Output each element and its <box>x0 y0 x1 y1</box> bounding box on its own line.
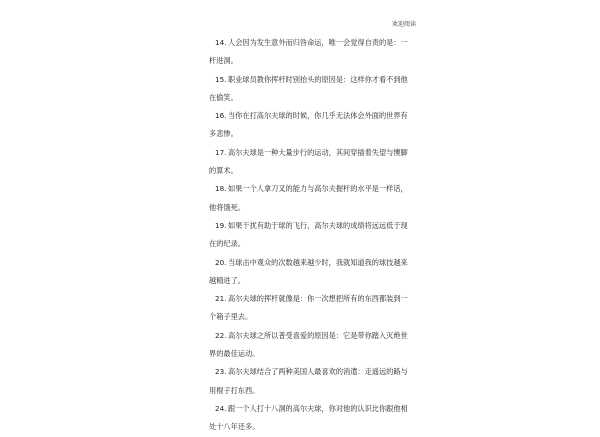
item-text-continued: 个箱子里去。 <box>209 312 253 322</box>
item-text-continued: 界的最佳运动。 <box>209 349 260 359</box>
item-text-continued: 的算术。 <box>209 166 238 176</box>
item-text: 当你在打高尔夫球的时候，你几乎无法体会外面的世界有 <box>228 111 408 121</box>
list-item <box>209 180 409 217</box>
item-text-continued: 多悲惨。 <box>209 129 238 139</box>
item-text: 跟一个人打十八洞的高尔夫球，你对他的认识比你跟他相 <box>228 403 408 413</box>
item-number: 24. <box>215 403 227 413</box>
list-item <box>209 254 409 291</box>
item-first-line <box>209 217 409 235</box>
item-number: 18. <box>215 184 227 194</box>
item-text-continued: 用棍子打东西。 <box>209 385 260 395</box>
item-first-line <box>209 144 409 162</box>
item-number: 14. <box>215 38 227 47</box>
item-text: 高尔夫球之所以普受喜爱的原因是：它是带你踏入灭绝世 <box>228 330 408 340</box>
item-first-line <box>209 254 409 272</box>
item-text: 职业球员教你挥杆时别抬头的原因是：这样你才看不到他 <box>228 74 408 84</box>
item-first-line <box>209 71 409 89</box>
item-text-continued: 在偷笑。 <box>209 92 238 102</box>
item-text: 当球击中观众的次数越来越少时，我就知道我的球技越来 <box>228 257 408 267</box>
item-number: 19. <box>215 220 227 230</box>
item-number: 17. <box>215 147 227 157</box>
list-item <box>209 217 409 254</box>
item-text: 人会因为发生意外而归咎命运，唯一会觉得自责的是：一 <box>228 38 408 47</box>
item-text: 如果一个人拿刀叉的能力与高尔夫握杆的水平是一样话， <box>228 184 408 194</box>
list-item <box>209 144 409 181</box>
item-first-line <box>209 180 409 198</box>
list-item <box>209 327 409 364</box>
item-text: 高尔夫球结合了两种美国人最喜欢的消遣：走遥远的路与 <box>228 367 408 377</box>
list-item <box>209 107 409 144</box>
list-item <box>209 290 409 327</box>
quote-list <box>209 34 409 437</box>
list-item <box>209 363 409 400</box>
item-text: 如果干扰有助于球的飞行，高尔夫球的成绩将远远低于现 <box>228 220 408 230</box>
item-first-line <box>209 290 409 308</box>
item-text: 高尔夫球的挥杆就像是：你一次想把所有的东西都装到一 <box>228 294 408 304</box>
item-first-line <box>209 107 409 125</box>
header-note: 欢迎阅读 <box>391 21 416 28</box>
item-number: 23. <box>215 367 227 377</box>
item-text-continued: 杆进洞。 <box>209 56 238 66</box>
item-first-line <box>209 400 409 418</box>
list-item <box>209 71 409 108</box>
item-text-continued: 在的纪录。 <box>209 239 245 249</box>
item-text-continued: 处十八年还多。 <box>209 422 260 432</box>
item-number: 21. <box>215 294 227 304</box>
item-first-line <box>209 363 409 381</box>
item-first-line <box>209 327 409 345</box>
item-text-continued: 越精进了。 <box>209 275 245 285</box>
list-item <box>209 400 409 437</box>
item-number: 16. <box>215 111 227 121</box>
item-number: 15. <box>215 74 227 84</box>
item-number: 20. <box>215 257 227 267</box>
item-first-line <box>209 34 409 52</box>
item-text-continued: 他将饿死。 <box>209 202 245 212</box>
list-item <box>209 34 409 71</box>
item-text: 高尔夫球是一种大量步行的运动，其间穿插着失望与懊脚 <box>228 147 408 157</box>
item-number: 22. <box>215 330 227 340</box>
